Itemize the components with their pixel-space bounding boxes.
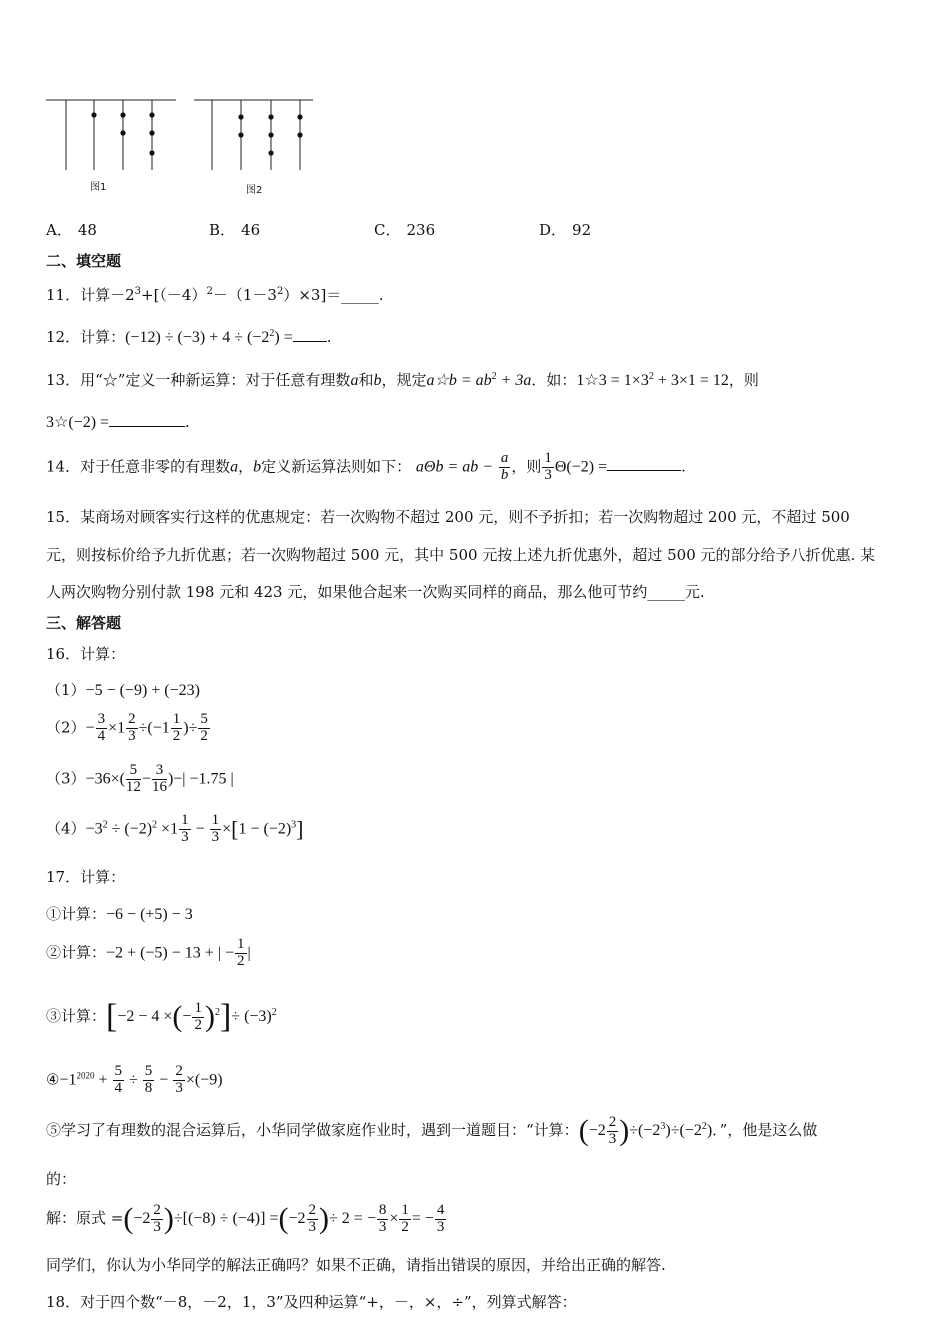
numerator: 5 [144,1063,153,1079]
op: )÷ [183,719,198,737]
q13-and: 和 [358,371,374,389]
figure-2-label: 图2 [246,185,263,196]
sup: 2 [701,1121,707,1132]
section-2-title: 二、填空题 [46,252,122,270]
fraction [152,763,167,796]
op: ÷ (−3) [231,1008,272,1025]
denominator: 12 [125,778,141,795]
bracket-close: ] [296,816,304,842]
q12-sup: 2 [269,328,275,339]
q17-part-2 [46,937,251,970]
option-value: 92 [572,221,592,239]
q11-sup: 3 [134,286,142,297]
fraction [126,763,141,796]
q14-n2: 1 [544,450,552,466]
q13-end: . [185,413,190,431]
q17-part-4 [46,1064,223,1097]
q13-eg: ．如： [531,371,577,389]
op: ÷[(−8) ÷ (−4)] = [173,1210,279,1227]
bracket-open: [ [106,998,118,1035]
denominator: 2 [237,952,245,969]
q14-comma: ， [238,457,254,476]
option-letter: D． [539,221,567,239]
op: × [389,1210,399,1227]
op: −2 [133,1210,151,1227]
fraction [235,937,247,970]
denominator: 3 [128,727,136,744]
var-b: b [253,458,262,476]
op: −2 [684,1122,702,1139]
numerator: 4 [436,1201,445,1218]
q17-p5-text1: ⑤学习了有理数的混合运算后，小华同学做家庭作业时，遇到一道题目：“计算： [46,1121,579,1139]
denominator: 4 [114,1079,123,1096]
numerator: 1 [401,1201,409,1218]
part-label: ①计算： [46,905,107,923]
op: −36×( [85,770,125,788]
q14-end: . [681,457,686,476]
numerator: 2 [608,1113,617,1130]
op: | [247,944,251,962]
q16-part-3 [46,763,234,796]
q12-tail: ) = [274,329,293,346]
fraction [151,1203,163,1236]
denominator: 3 [211,828,220,845]
numerator: 1 [211,812,220,828]
numerator: 1 [237,936,245,952]
option-value: 48 [77,221,97,239]
var-a: a [230,458,239,476]
q13-line2: 3☆(−2) = [46,414,110,431]
denominator: 3 [181,828,189,845]
section-3-title: 三、解答题 [46,614,122,632]
question-13-line2 [46,412,190,432]
q12-prefix: 12．计算： [46,328,126,346]
fraction [171,712,183,745]
fraction [435,1203,447,1236]
option-letter: A． [46,221,72,239]
op: 1 − (−2) [238,820,292,838]
paren-close: ) [319,1202,330,1235]
q13-prefix: 13．用“☆”定义一种新运算：对于任意有理数 [46,371,351,389]
q15-line-3: 人两次购物分别付款 198 元和 423 元，如果他合起来一次购买同样的商品，那么他可节约_____元. [46,583,705,601]
op: ÷ [125,1071,142,1089]
part-label: ④ [46,1070,60,1089]
numerator: 2 [153,1201,161,1218]
q14-num: a [500,450,509,466]
fraction [198,712,210,745]
numerator: 2 [308,1201,317,1218]
q17-solution [46,1202,447,1236]
sup: 2 [214,1007,220,1018]
answer-blank [109,426,185,427]
q14-tail: Θ(−2) = [554,458,608,476]
option-value: 46 [241,221,261,239]
q13-then: ，则 [728,371,759,389]
fraction [377,1203,389,1236]
q12-end: . [326,328,332,346]
denominator: 8 [144,1079,153,1096]
q11-rest2: －（1－3 [212,286,277,304]
sup: 3 [660,1121,666,1132]
denominator: 2 [200,727,208,744]
part-label: ③计算： [46,1007,107,1025]
paren-close: ) [204,1000,215,1033]
q10-option-a [46,219,97,240]
denominator: 3 [608,1130,617,1147]
op: ×1 [157,820,179,838]
denominator: 3 [153,1218,161,1235]
q14-fraction-2 [542,451,554,484]
sup: 2020 [76,1070,95,1081]
numerator: 5 [200,711,208,727]
q10-option-c [374,219,435,240]
sup: 2 [152,819,158,831]
q17-part-5: ⑤学习了有理数的混合运算后，小华同学做家庭作业时，遇到一道题目：“计算：(−2 $\frac{2}{3}$ )$\div(-2^3)\div(-2^2)$．”，他是这么做 [46,1113,818,1147]
denominator: 3 [308,1218,317,1235]
op: ÷ (−2) [107,820,153,838]
numerator: 3 [152,763,167,780]
part-expr: −6 − (+5) − 3 [106,906,193,923]
op: ÷(−1 [138,719,170,737]
op: − [155,1071,173,1089]
answer-blank [293,341,327,342]
op: )−| −1.75 | [167,770,234,788]
q14-rule: aΘb = ab − [415,458,494,476]
op: ÷ 2 = − [329,1210,376,1227]
numerator: 3 [97,711,106,727]
part-expr: −2 + (−5) − 13 + | − [106,944,235,962]
op: −1 [59,1071,77,1089]
q14-d2: 3 [544,466,552,483]
paren-close: ) [619,1114,630,1147]
op: − [191,820,209,838]
question-12 [46,326,332,347]
q13-ex-sup: 2 [648,371,654,382]
figure-1-label: 图1 [90,182,107,193]
q13-rule-tail: + 3a [496,372,532,389]
denominator: 3 [378,1218,387,1235]
option-value: 236 [406,221,436,239]
question-13 [46,369,759,390]
op: −2 [588,1122,606,1139]
numerator: 1 [194,999,202,1016]
bracket-close: ] [219,998,232,1035]
answer-blank [607,470,681,471]
op: −2 [643,1122,661,1139]
part-label: （2） [46,718,86,737]
q11-sup3: 2 [276,286,284,297]
part-expr: −5 − (−9) + (−23) [85,682,200,699]
solution-label: 解：原式 = [46,1209,124,1227]
fraction [143,1064,155,1097]
q16-title: 16．计算： [46,645,126,663]
bracket-open: [ [231,816,239,842]
q17-p5-text2: ．”，他是这么做 [712,1121,818,1139]
q11-sup2: 2 [206,286,213,297]
q13-mid: ，规定 [381,371,427,389]
q16-part-1 [46,679,200,700]
question-14 [46,451,686,484]
q13-example: 1☆3 = 1×3 [576,372,649,389]
q14-den: b [500,466,509,483]
fraction [113,1064,125,1097]
part-label: （1） [46,681,86,699]
denominator: 3 [436,1218,445,1235]
q17-part-3: ③计算：[−2 − 4 ×(− $\frac{1}{2}$ )$^2]\div (-3)^2$ [46,998,277,1035]
paren-open: ( [172,1000,183,1033]
op: −2 − 4 × [117,1008,173,1025]
q17-part-5-line2: 的： [46,1170,77,1188]
denominator: 2 [172,727,181,744]
op: ×(−9) [185,1071,223,1089]
fraction [307,1203,319,1236]
op: = − [411,1210,434,1227]
op: −2 [288,1210,306,1227]
sup: 3 [291,819,297,831]
q13-ex-tail: + 3×1 = 12 [653,372,729,389]
q15-line-2: 元，则按标价给予九折优惠；若一次购物超过 500 元，其中 500 元按上述九折优惠外，超过 500 元的部分给予八折优惠. 某 [46,546,876,564]
fraction [399,1203,411,1236]
part-label: （4） [46,819,86,838]
abacus-figures [40,95,330,200]
op: + [94,1071,112,1089]
paren-open: ( [278,1202,289,1235]
option-letter: C． [374,221,401,239]
paren-close: ) [163,1202,174,1235]
part-label: ②计算： [46,943,107,962]
denominator: 3 [175,1079,183,1096]
denominator: 2 [194,1016,202,1033]
q13-rule-sup: 2 [491,371,497,382]
fraction [96,712,108,745]
q11-prefix: 11．计算－2 [46,286,135,304]
part-label: （3） [46,769,86,788]
op: ÷ [629,1122,638,1139]
paren-open: ( [123,1202,134,1235]
option-letter: B． [209,221,236,239]
numerator: 2 [175,1063,183,1079]
q17-part-1 [46,903,193,924]
op: − [141,770,151,788]
q14-mid: 定义新运算法则如下： [261,457,412,476]
q14-then: ，则 [511,457,542,476]
q11-rest3: ）×3]＝_____. [283,286,384,304]
q14-fraction [499,451,511,484]
fraction [179,813,191,846]
var-a: a [350,372,359,389]
q17-title: 17．计算： [46,868,126,886]
paren-open: ( [578,1114,589,1147]
denominator: 2 [401,1218,409,1235]
numerator: 5 [114,1063,123,1079]
op: ×1 [108,719,126,737]
q16-part-2 [46,712,211,745]
var-b: b [373,372,382,389]
q16-part-4 [46,813,304,846]
numerator: 1 [181,812,189,828]
denominator: 4 [97,727,106,744]
fraction [210,813,222,846]
q10-option-b [209,219,260,240]
op: × [222,820,232,838]
q13-rule: a☆b = ab [426,372,492,389]
q15-line-1: 15．某商场对顾客实行这样的优惠规定：若一次购物不超过 200 元，则不予折扣；若一次购物超过 200 元，不超过 500 [46,508,850,526]
numerator: 2 [128,711,136,727]
question-18: 18．对于四个数“－8，－2，1，3”及四种运算“+，－，×，÷”，列算式解答： [46,1293,577,1311]
q17-question: 同学们，你认为小华同学的解法正确吗？如果不正确，请指出错误的原因，并给出正确的解答. [46,1256,666,1274]
minus: − [85,719,95,737]
q12-expr: (−12) ÷ (−3) + 4 ÷ (−2 [125,329,270,346]
fraction [173,1064,185,1097]
sup: 2 [271,1007,277,1018]
sup: 2 [102,819,108,831]
numerator: 1 [172,711,181,727]
fraction [126,712,138,745]
numerator: 5 [126,763,141,780]
q14-prefix: 14．对于任意非零的有理数 [46,457,231,476]
denominator: 16 [151,778,167,795]
q11-rest: +[（－4） [141,286,207,304]
numerator: 8 [378,1201,387,1218]
fraction [607,1115,619,1148]
question-11 [46,284,384,305]
fraction [192,1001,204,1034]
op: −3 [85,820,103,838]
q10-option-d [539,219,591,240]
op: ÷ [670,1122,680,1139]
